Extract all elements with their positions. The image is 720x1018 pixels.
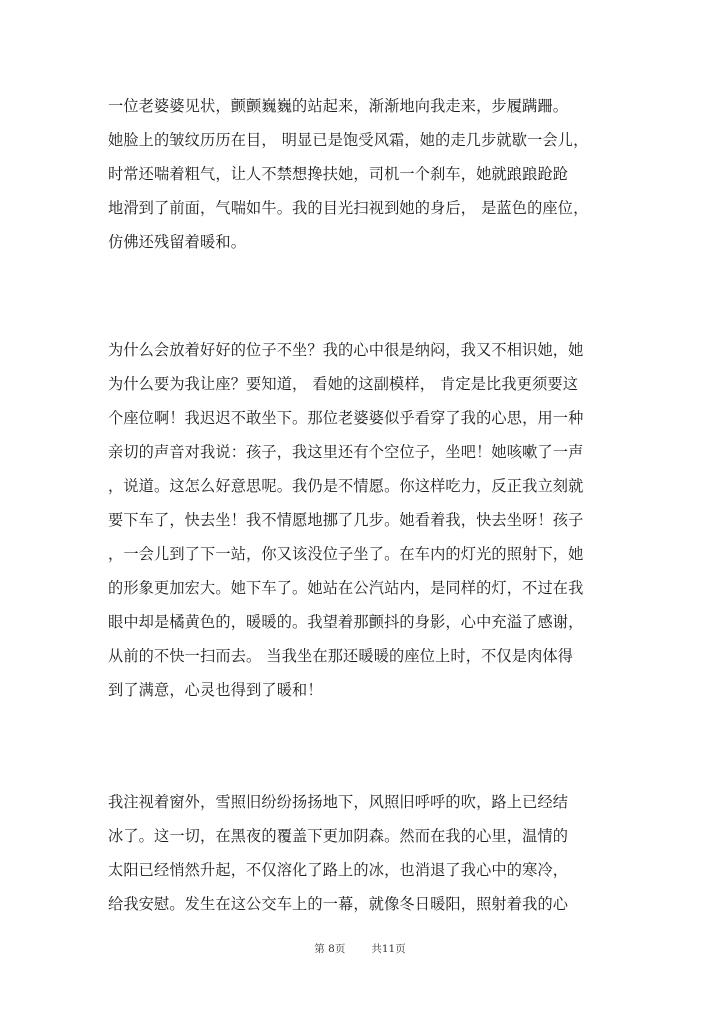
- page-footer: [0, 941, 720, 957]
- text-line: 到了满意，心灵也得到了暖和！: [108, 681, 323, 699]
- paragraph-1: [108, 89, 608, 259]
- text-line: 要下车了，快去坐！我不情愿地挪了几步。她看着我，快去坐呀！孩子: [108, 511, 584, 529]
- paragraph-3: [108, 785, 608, 921]
- paragraph-2: [108, 333, 608, 707]
- text-line: ，一会儿到了下一站，你又该没位子坐了。在车内的灯光的照射下，她: [108, 545, 584, 563]
- total-pages: 共11页: [371, 943, 406, 955]
- text-line: 时常还喘着粗气，让人不禁想搀扶她，司机一个刹车，她就踉踉跄跄: [108, 165, 569, 183]
- text-line: 仿佛还残留着暖和。: [108, 233, 247, 251]
- text-line: 太阳已经悄然升起，不仅溶化了路上的冰，也消退了我心中的寒冷，: [108, 861, 569, 879]
- text-line: 个座位啊！我迟迟不敢坐下。那位老婆婆似乎看穿了我的心思，用一种: [108, 409, 584, 427]
- page-number: 第 8页: [314, 943, 346, 955]
- text-line: 冰了。这一切，在黑夜的覆盖下更加阴森。然而在我的心里，温情的: [108, 827, 569, 845]
- text-line: ，说道。这怎么好意思呢。我仍是不情愿。你这样吃力，反正我立刻就: [108, 477, 584, 495]
- text-line: 我注视着窗外，雪照旧纷纷扬扬地下，风照旧呼呼的吹，路上已经结: [108, 793, 569, 811]
- text-line: 一位老婆婆见状，颤颤巍巍的站起来，渐渐地向我走来，步履蹒跚。: [108, 97, 569, 115]
- text-line: 为什么会放着好好的位子不坐？我的心中很是纳闷，我又不相识她，她: [108, 341, 584, 359]
- text-line: 地滑到了前面，气喘如牛。我的目光扫视到她的身后， 是蓝色的座位，: [108, 199, 589, 217]
- text-line: 为什么要为我让座？要知道， 看她的这副模样， 肯定是比我更须要这: [108, 375, 579, 393]
- text-line: 眼中却是橘黄色的，暖暖的。我望着那颤抖的身影，心中充溢了感谢，: [108, 613, 584, 631]
- text-line: 的形象更加宏大。她下车了。她站在公汽站内，是同样的灯，不过在我: [108, 579, 584, 597]
- text-line: 她脸上的皱纹历历在目， 明显已是饱受风霜，她的走几步就歇一会儿，: [108, 131, 589, 149]
- text-line: 从前的不快一扫而去。 当我坐在那还暖暖的座位上时，不仅是肉体得: [108, 647, 574, 665]
- text-line: 给我安慰。发生在这公交车上的一幕，就像冬日暖阳，照射着我的心: [108, 895, 569, 913]
- text-line: 亲切的声音对我说：孩子，我这里还有个空位子，坐吧！她咳嗽了一声: [108, 443, 584, 461]
